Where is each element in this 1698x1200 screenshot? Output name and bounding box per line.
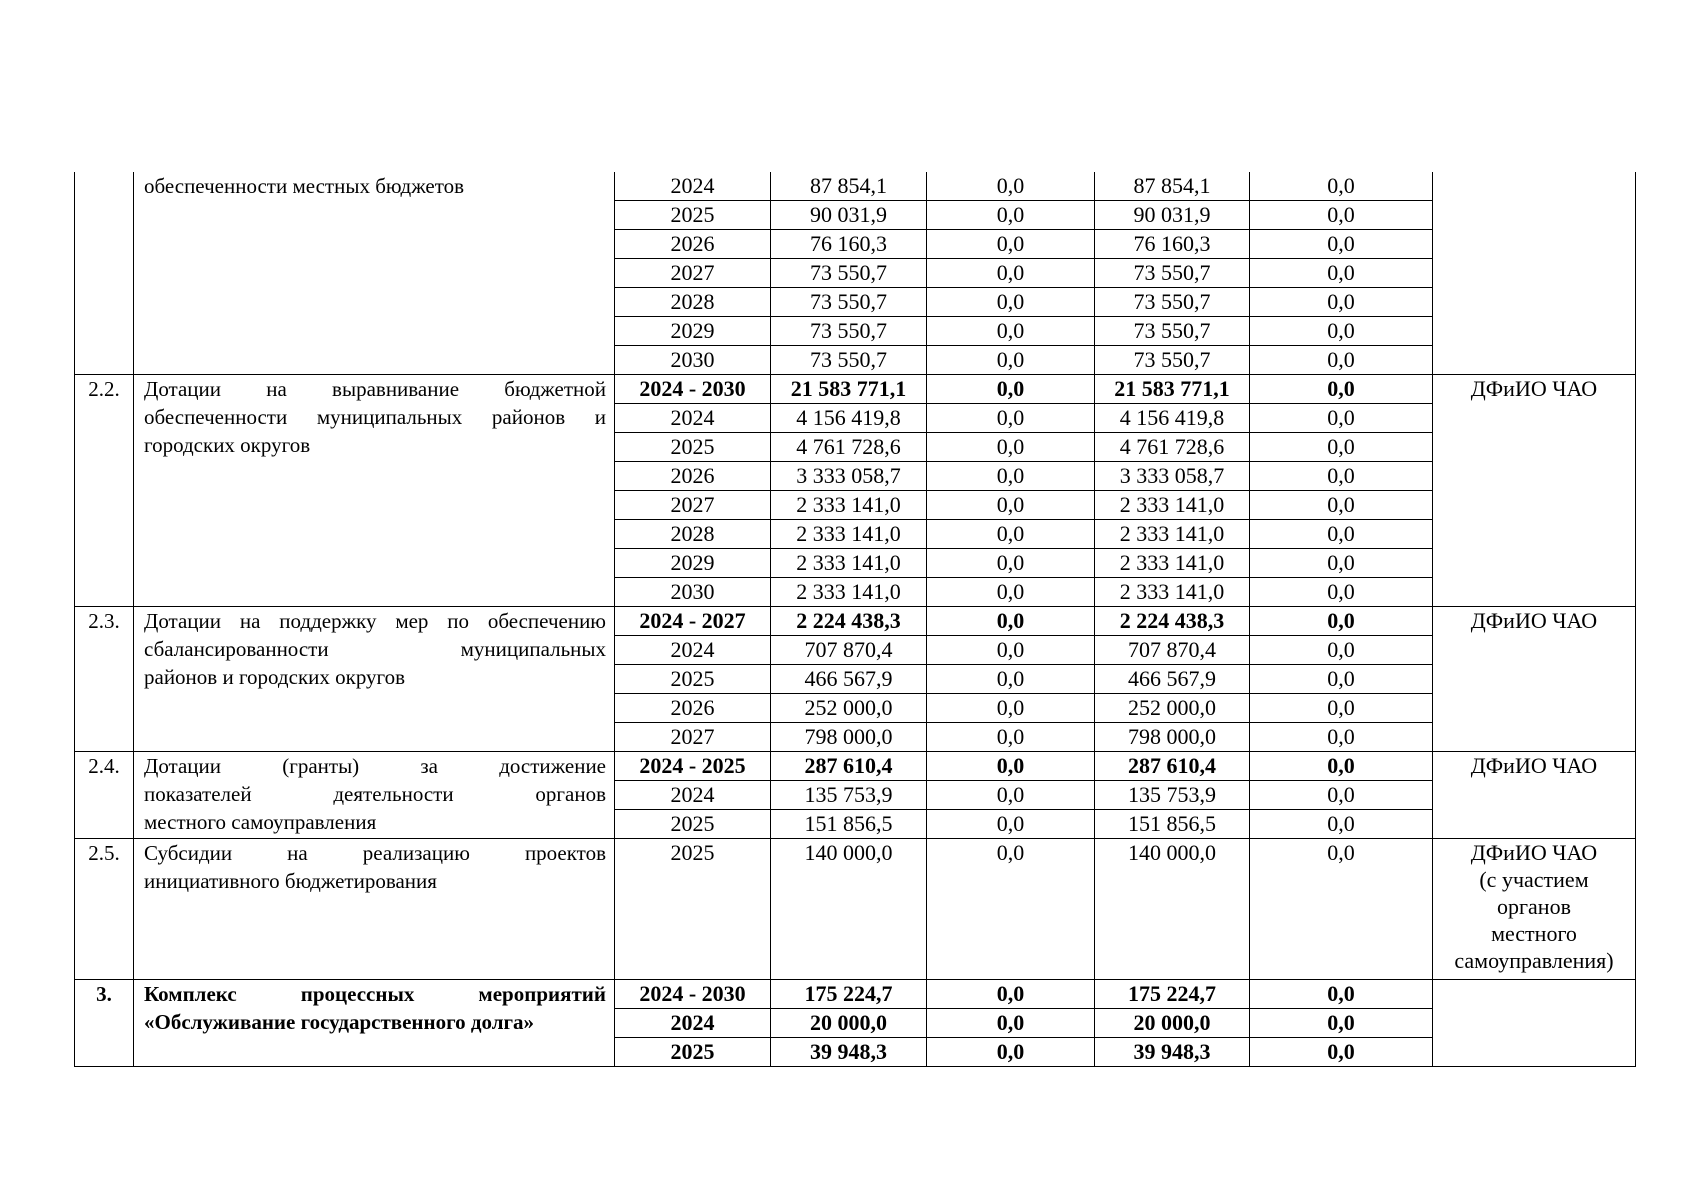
other-sources-cell: 0,0 xyxy=(1250,752,1433,781)
item-name-line: городских округов xyxy=(144,433,311,457)
okrug-budget-cell: 140 000,0 xyxy=(1095,839,1250,980)
total-amount-cell: 4 156 419,8 xyxy=(771,404,927,433)
federal-budget-cell: 0,0 xyxy=(927,665,1095,694)
table-row xyxy=(75,980,1636,1009)
item-number: 3. xyxy=(75,980,134,1067)
total-amount-cell: 2 333 141,0 xyxy=(771,520,927,549)
federal-budget-cell: 0,0 xyxy=(927,375,1095,404)
other-sources-cell: 0,0 xyxy=(1250,781,1433,810)
okrug-budget-cell: 73 550,7 xyxy=(1095,346,1250,375)
responsible-line: (с участием xyxy=(1479,867,1589,892)
item-number: 2.2. xyxy=(75,375,134,607)
total-amount-cell: 2 224 438,3 xyxy=(771,607,927,636)
table-row xyxy=(75,839,1636,980)
item-name-line: обеспеченности местных бюджетов xyxy=(144,174,465,198)
federal-budget-cell: 0,0 xyxy=(927,317,1095,346)
item-name-line: местного самоуправления xyxy=(144,810,377,834)
period-cell: 2030 xyxy=(615,346,771,375)
other-sources-cell: 0,0 xyxy=(1250,839,1433,980)
table-row xyxy=(75,752,1636,781)
okrug-budget-cell: 3 333 058,7 xyxy=(1095,462,1250,491)
total-amount-cell: 4 761 728,6 xyxy=(771,433,927,462)
item-number: 2.5. xyxy=(75,839,134,980)
other-sources-cell: 0,0 xyxy=(1250,549,1433,578)
other-sources-cell: 0,0 xyxy=(1250,462,1433,491)
other-sources-cell: 0,0 xyxy=(1250,288,1433,317)
item-name-line: Субсидии на реализацию проектов xyxy=(144,841,606,865)
federal-budget-cell: 0,0 xyxy=(927,288,1095,317)
okrug-budget-cell: 175 224,7 xyxy=(1095,980,1250,1009)
total-amount-cell: 39 948,3 xyxy=(771,1038,927,1067)
item-name-line: сбалансированности муниципальных xyxy=(144,637,606,661)
federal-budget-cell: 0,0 xyxy=(927,404,1095,433)
item-name-line: обеспеченности муниципальных районов и xyxy=(144,405,606,429)
total-amount-cell: 76 160,3 xyxy=(771,230,927,259)
total-amount-cell: 73 550,7 xyxy=(771,346,927,375)
responsible-line: ДФиИО ЧАО xyxy=(1470,840,1598,865)
period-cell: 2028 xyxy=(615,520,771,549)
other-sources-cell: 0,0 xyxy=(1250,607,1433,636)
other-sources-cell: 0,0 xyxy=(1250,1038,1433,1067)
federal-budget-cell: 0,0 xyxy=(927,259,1095,288)
financing-table xyxy=(74,172,1636,1067)
total-amount-cell: 90 031,9 xyxy=(771,201,927,230)
federal-budget-cell: 0,0 xyxy=(927,549,1095,578)
period-cell: 2026 xyxy=(615,230,771,259)
okrug-budget-cell: 21 583 771,1 xyxy=(1095,375,1250,404)
responsible-executor xyxy=(1433,172,1636,375)
okrug-budget-cell: 73 550,7 xyxy=(1095,259,1250,288)
other-sources-cell: 0,0 xyxy=(1250,375,1433,404)
other-sources-cell: 0,0 xyxy=(1250,172,1433,201)
responsible-line: местного xyxy=(1491,921,1577,946)
item-name-line: Дотации (гранты) за достижение xyxy=(144,754,606,778)
federal-budget-cell: 0,0 xyxy=(927,752,1095,781)
federal-budget-cell: 0,0 xyxy=(927,839,1095,980)
item-number: 2.4. xyxy=(75,752,134,839)
total-amount-cell: 151 856,5 xyxy=(771,810,927,839)
other-sources-cell: 0,0 xyxy=(1250,980,1433,1009)
period-cell: 2025 xyxy=(615,433,771,462)
okrug-budget-cell: 2 224 438,3 xyxy=(1095,607,1250,636)
period-cell: 2024 xyxy=(615,404,771,433)
federal-budget-cell: 0,0 xyxy=(927,578,1095,607)
okrug-budget-cell: 2 333 141,0 xyxy=(1095,491,1250,520)
other-sources-cell: 0,0 xyxy=(1250,723,1433,752)
item-name-line: инициативного бюджетирования xyxy=(144,869,437,893)
okrug-budget-cell: 76 160,3 xyxy=(1095,230,1250,259)
period-cell: 2025 xyxy=(615,839,771,980)
okrug-budget-cell: 2 333 141,0 xyxy=(1095,520,1250,549)
other-sources-cell: 0,0 xyxy=(1250,317,1433,346)
total-amount-cell: 252 000,0 xyxy=(771,694,927,723)
item-number xyxy=(75,172,134,375)
okrug-budget-cell: 707 870,4 xyxy=(1095,636,1250,665)
total-amount-cell: 73 550,7 xyxy=(771,259,927,288)
federal-budget-cell: 0,0 xyxy=(927,694,1095,723)
item-name-line: Комплекс процессных мероприятий xyxy=(144,982,606,1006)
period-cell: 2024 - 2030 xyxy=(615,375,771,404)
period-cell: 2025 xyxy=(615,810,771,839)
period-cell: 2025 xyxy=(615,665,771,694)
period-cell: 2030 xyxy=(615,578,771,607)
period-cell: 2024 - 2027 xyxy=(615,607,771,636)
table-body xyxy=(75,172,1636,1067)
okrug-budget-cell: 287 610,4 xyxy=(1095,752,1250,781)
okrug-budget-cell: 798 000,0 xyxy=(1095,723,1250,752)
period-cell: 2024 - 2030 xyxy=(615,980,771,1009)
responsible-executor xyxy=(1433,607,1636,752)
total-amount-cell: 2 333 141,0 xyxy=(771,491,927,520)
item-name-line: Дотации на выравнивание бюджетной xyxy=(144,377,606,401)
period-cell: 2026 xyxy=(615,694,771,723)
item-name-line: Дотации на поддержку мер по обеспечению xyxy=(144,609,606,633)
okrug-budget-cell: 4 761 728,6 xyxy=(1095,433,1250,462)
other-sources-cell: 0,0 xyxy=(1250,346,1433,375)
federal-budget-cell: 0,0 xyxy=(927,433,1095,462)
federal-budget-cell: 0,0 xyxy=(927,201,1095,230)
item-name xyxy=(134,839,615,980)
total-amount-cell: 3 333 058,7 xyxy=(771,462,927,491)
federal-budget-cell: 0,0 xyxy=(927,636,1095,665)
responsible-executor xyxy=(1433,752,1636,839)
other-sources-cell: 0,0 xyxy=(1250,810,1433,839)
total-amount-cell: 466 567,9 xyxy=(771,665,927,694)
okrug-budget-cell: 39 948,3 xyxy=(1095,1038,1250,1067)
period-cell: 2027 xyxy=(615,723,771,752)
okrug-budget-cell: 2 333 141,0 xyxy=(1095,578,1250,607)
other-sources-cell: 0,0 xyxy=(1250,230,1433,259)
table-row xyxy=(75,375,1636,404)
total-amount-cell: 135 753,9 xyxy=(771,781,927,810)
total-amount-cell: 73 550,7 xyxy=(771,288,927,317)
okrug-budget-cell: 252 000,0 xyxy=(1095,694,1250,723)
total-amount-cell: 287 610,4 xyxy=(771,752,927,781)
other-sources-cell: 0,0 xyxy=(1250,694,1433,723)
responsible-line: ДФиИО ЧАО xyxy=(1470,608,1598,633)
federal-budget-cell: 0,0 xyxy=(927,462,1095,491)
responsible-line: органов xyxy=(1497,894,1571,919)
total-amount-cell: 175 224,7 xyxy=(771,980,927,1009)
item-name xyxy=(134,980,615,1067)
okrug-budget-cell: 135 753,9 xyxy=(1095,781,1250,810)
period-cell: 2029 xyxy=(615,317,771,346)
other-sources-cell: 0,0 xyxy=(1250,578,1433,607)
period-cell: 2028 xyxy=(615,288,771,317)
item-name xyxy=(134,607,615,752)
okrug-budget-cell: 466 567,9 xyxy=(1095,665,1250,694)
federal-budget-cell: 0,0 xyxy=(927,1038,1095,1067)
responsible-line: ДФиИО ЧАО xyxy=(1470,753,1598,778)
period-cell: 2024 xyxy=(615,172,771,201)
period-cell: 2025 xyxy=(615,1038,771,1067)
other-sources-cell: 0,0 xyxy=(1250,259,1433,288)
item-number: 2.3. xyxy=(75,607,134,752)
federal-budget-cell: 0,0 xyxy=(927,810,1095,839)
other-sources-cell: 0,0 xyxy=(1250,636,1433,665)
total-amount-cell: 20 000,0 xyxy=(771,1009,927,1038)
item-name-line: показателей деятельности органов xyxy=(144,782,606,806)
total-amount-cell: 73 550,7 xyxy=(771,317,927,346)
total-amount-cell: 707 870,4 xyxy=(771,636,927,665)
total-amount-cell: 2 333 141,0 xyxy=(771,549,927,578)
period-cell: 2024 xyxy=(615,781,771,810)
item-name xyxy=(134,375,615,607)
federal-budget-cell: 0,0 xyxy=(927,346,1095,375)
okrug-budget-cell: 90 031,9 xyxy=(1095,201,1250,230)
period-cell: 2025 xyxy=(615,201,771,230)
other-sources-cell: 0,0 xyxy=(1250,404,1433,433)
other-sources-cell: 0,0 xyxy=(1250,433,1433,462)
total-amount-cell: 798 000,0 xyxy=(771,723,927,752)
other-sources-cell: 0,0 xyxy=(1250,520,1433,549)
period-cell: 2024 xyxy=(615,636,771,665)
federal-budget-cell: 0,0 xyxy=(927,172,1095,201)
total-amount-cell: 87 854,1 xyxy=(771,172,927,201)
other-sources-cell: 0,0 xyxy=(1250,665,1433,694)
item-name xyxy=(134,752,615,839)
other-sources-cell: 0,0 xyxy=(1250,491,1433,520)
okrug-budget-cell: 2 333 141,0 xyxy=(1095,549,1250,578)
federal-budget-cell: 0,0 xyxy=(927,607,1095,636)
item-name-line: районов и городских округов xyxy=(144,665,406,689)
federal-budget-cell: 0,0 xyxy=(927,491,1095,520)
period-cell: 2026 xyxy=(615,462,771,491)
period-cell: 2027 xyxy=(615,259,771,288)
table-row xyxy=(75,172,1636,201)
federal-budget-cell: 0,0 xyxy=(927,520,1095,549)
total-amount-cell: 2 333 141,0 xyxy=(771,578,927,607)
okrug-budget-cell: 151 856,5 xyxy=(1095,810,1250,839)
okrug-budget-cell: 73 550,7 xyxy=(1095,317,1250,346)
item-name xyxy=(134,172,615,375)
federal-budget-cell: 0,0 xyxy=(927,980,1095,1009)
responsible-line: ДФиИО ЧАО xyxy=(1470,376,1598,401)
federal-budget-cell: 0,0 xyxy=(927,781,1095,810)
table-row xyxy=(75,607,1636,636)
other-sources-cell: 0,0 xyxy=(1250,201,1433,230)
okrug-budget-cell: 20 000,0 xyxy=(1095,1009,1250,1038)
okrug-budget-cell: 73 550,7 xyxy=(1095,288,1250,317)
okrug-budget-cell: 87 854,1 xyxy=(1095,172,1250,201)
okrug-budget-cell: 4 156 419,8 xyxy=(1095,404,1250,433)
responsible-executor xyxy=(1433,375,1636,607)
federal-budget-cell: 0,0 xyxy=(927,1009,1095,1038)
item-name-line: «Обслуживание государственного долга» xyxy=(144,1010,535,1034)
period-cell: 2027 xyxy=(615,491,771,520)
responsible-executor xyxy=(1433,839,1636,980)
period-cell: 2029 xyxy=(615,549,771,578)
period-cell: 2024 - 2025 xyxy=(615,752,771,781)
total-amount-cell: 21 583 771,1 xyxy=(771,375,927,404)
other-sources-cell: 0,0 xyxy=(1250,1009,1433,1038)
total-amount-cell: 140 000,0 xyxy=(771,839,927,980)
responsible-line: самоуправления) xyxy=(1454,948,1614,973)
federal-budget-cell: 0,0 xyxy=(927,723,1095,752)
federal-budget-cell: 0,0 xyxy=(927,230,1095,259)
period-cell: 2024 xyxy=(615,1009,771,1038)
responsible-executor xyxy=(1433,980,1636,1067)
